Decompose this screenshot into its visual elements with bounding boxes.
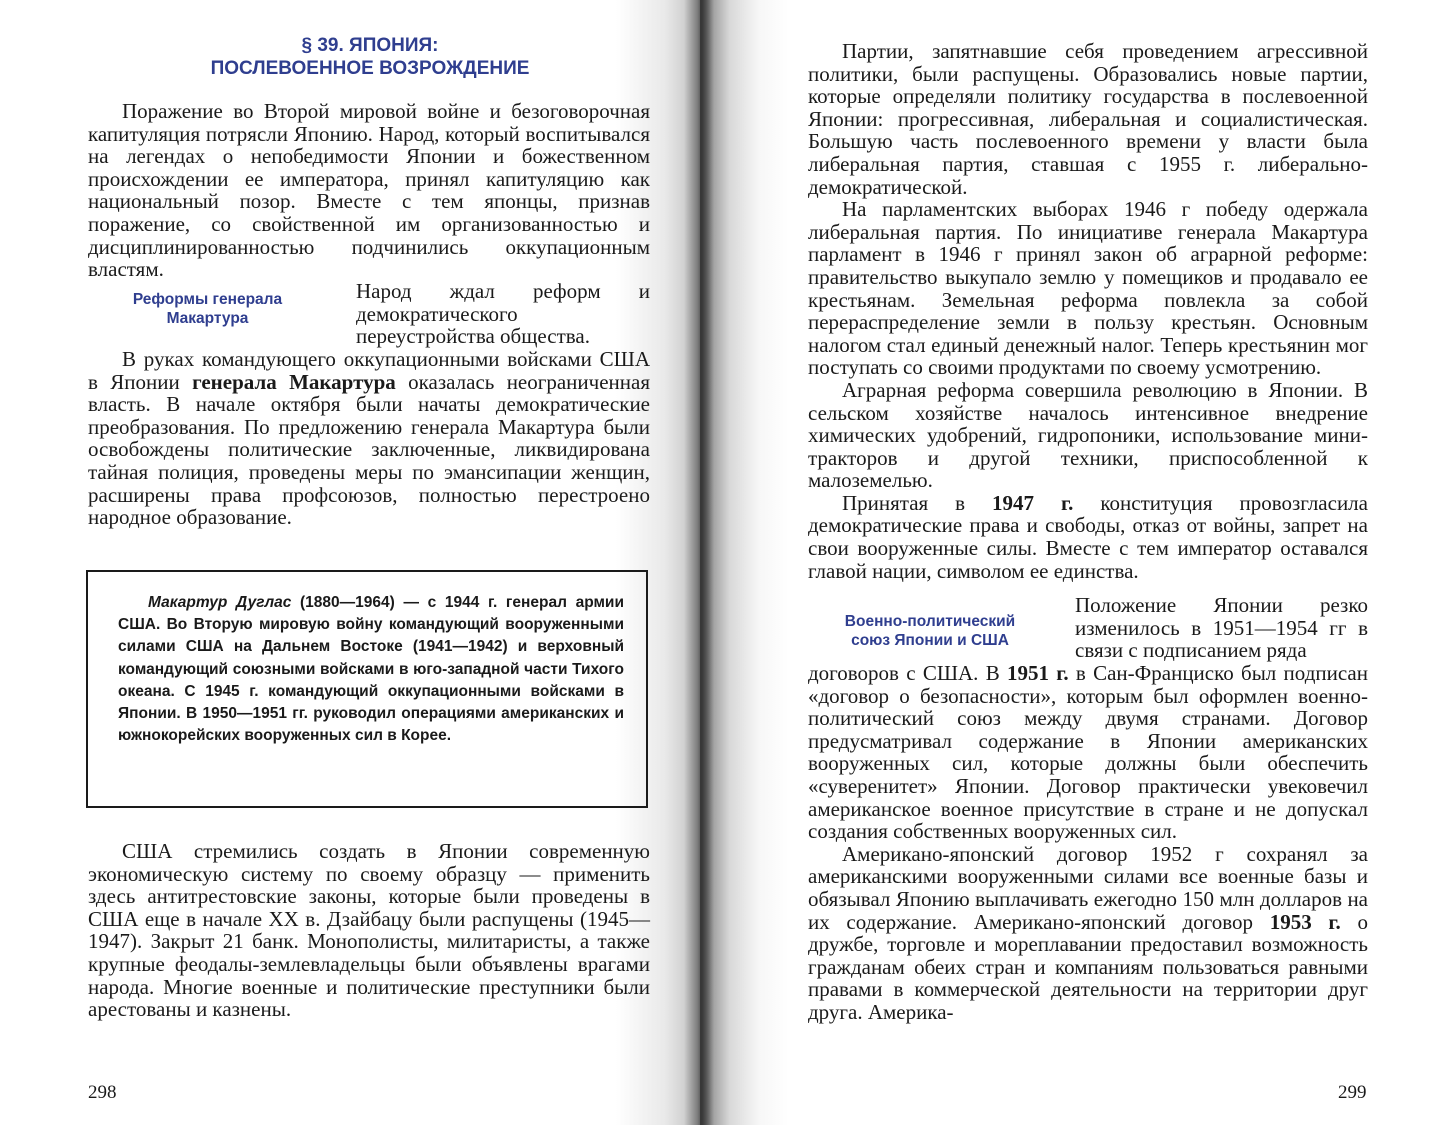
left-paragraph-2-block <box>356 280 650 348</box>
right-paragraph-6 <box>808 843 1368 1024</box>
section-title-line1: § 39. ЯПОНИЯ: <box>301 35 439 56</box>
right-paragraph-1: Партии, запятнавшие себя проведением агрессивной политики, были распущены. Образовались новые партии, которые определяли политику государства в послевоенной Японии: прогрессивная, либеральная и социалистическая. Большую часть послевоенного времени у власти была либеральная партия, ставшая с 1955 г. либерально-демократической. <box>808 39 1368 199</box>
side-heading-line1: Военно-политический <box>844 613 1016 630</box>
right-paragraph-5-wrapped <box>1075 594 1368 662</box>
right-paragraph-4 <box>808 492 1368 582</box>
book-spine-shadow <box>684 0 714 1125</box>
left-paragraph-3-block <box>88 348 650 529</box>
p6-start: Американо-японский договор 1952 г сохранял за американскими вооруженными силами все военные базы и обязывал Японию выплачивать ежегодно 150 млн долларов на их содержание. Американо-японский договор <box>808 841 1368 934</box>
p6-bold-1953: 1953 г. <box>1269 909 1341 934</box>
biography-box <box>86 570 648 808</box>
p4-bold-1947: 1947 г. <box>992 490 1074 515</box>
biography-text <box>118 592 624 747</box>
right-paragraph-5-start: Положение Японии резко изменилось в 1951—1954 гг в связи с подписанием ряда <box>1075 593 1368 663</box>
p4-end: конституция провозгласила демократические права и свободы, отказ от войны, запрет на свои вооруженные силы. Вместе с тем император оставался главой нации, символом ее единства. <box>808 490 1368 583</box>
p3-end: оказалась неограниченная власть. В начале октября были начаты демократические преобразования. По предложению генерала Макартура были освобождены политические заключенные, ликвидирована тайная полиция, проведены меры по эмансипации женщин, расширены права профсоюзов, полностью перестроено народное образование. <box>88 369 650 530</box>
right-paragraph-5-cont <box>808 662 1368 843</box>
left-paragraph-4-block <box>88 840 650 1021</box>
right-paragraph-3: Аграрная реформа совершила революцию в Японии. В сельском хозяйстве началось интенсивное внедрение химических удобрений, гидропоники, использование мини-тракторов и другой техники, приспособленной к малоземелью. <box>808 377 1368 493</box>
side-heading-military-alliance <box>815 612 1045 650</box>
section-title <box>150 34 590 80</box>
left-paragraph-1-block <box>88 100 650 281</box>
p5-cont-end: в Сан-Франциско был подписан «договор о безопасности», которым был оформлен военно-политический союз между двумя странами. Договор предусматривал содержание в Японии американских вооруженных сил, которые должны были обеспечить «суверенитет» Японии. Договор практически увековечил американское военное присутствие в стране и не допускал создания собственных вооруженных сил. <box>808 661 1368 844</box>
side-heading-line2: Макартура <box>166 310 249 327</box>
side-heading-line2: союз Японии и США <box>851 632 1009 649</box>
left-paragraph-3 <box>88 348 650 529</box>
page-number-right: 299 <box>1338 1082 1367 1103</box>
section-title-line2: ПОСЛЕВОЕННОЕ ВОЗРОЖДЕНИЕ <box>210 58 530 79</box>
left-paragraph-2: Народ ждал реформ и демократического переустройства общества. <box>356 279 650 349</box>
left-paragraph-4: США стремились создать в Японии современную экономическую систему по своему образцу — применить здесь антитрестовские законы, которые были проведены в США еще в начале XX в. Дзайбацу были распущены (1945—1947). Закрыт 21 банк. Монополисты, милитаристы, а также крупные феодалы-землевладельцы были объявлены врагами народа. Многие военные и политические преступники были арестованы и казнены. <box>88 839 650 1022</box>
p3-bold-macarthur: генерала Макартура <box>192 369 396 394</box>
page-number-left: 298 <box>88 1082 117 1103</box>
p5-bold-1951: 1951 г. <box>1006 661 1069 685</box>
right-paragraphs-bottom <box>808 662 1368 1024</box>
p5-cont-start: договоров с США. В <box>808 661 1007 685</box>
side-heading-line1: Реформы генерала <box>132 291 283 308</box>
left-paragraph-1: Поражение во Второй мировой войне и безоговорочная капитуляция потрясли Японию. Народ, который воспитывался на легендах о непобедимости Японии и божественном происхождении ее императора, принял капитуляцию как национальный позор. Вместе с тем японцы, признав поражение, со свойственной им организованностью и дисциплинированностью подчинились оккупационным властям. <box>88 99 650 282</box>
p6-end: о дружбе, торговле и мореплавании предоставил возможность гражданам обеих стран и компаниям пользоваться равными правами в коммерческой деятельности на территории друг друга. Америка- <box>808 909 1368 1024</box>
p4-start: Принятая в <box>842 490 993 515</box>
bio-name: Макартур Дуглас <box>148 594 292 611</box>
right-paragraphs-top <box>808 40 1368 582</box>
bio-rest: (1880—1964) — с 1944 г. генерал армии США. Во Вторую мировую войну командующий вооруженными силами США на Дальнем Востоке (1941—1942) и верховный командующий союзными войсками в юго-западной части Тихого океана. С 1945 г. командующий оккупационными войсками в Японии. В 1950—1951 гг. руководил операциями американских и южнокорейских вооруженных сил в Корее. <box>118 594 624 745</box>
side-heading-macarthur-reforms <box>100 290 315 328</box>
p3-start: В руках командующего оккупационными войсками США в Японии <box>88 347 650 394</box>
right-paragraph-2: На парламентских выборах 1946 г победу одержала либеральная партия. По инициативе генерала Макартура парламент в 1946 г принял закон об аграрной реформе: правительство выкупало землю у помещиков и продавало ее крестьянам. Земельная реформа повлекла за собой перераспределение земли в пользу крестьян. Основным налогом стал единый денежный налог. Теперь крестьянин мог поступать со своими продуктами по своему усмотрению. <box>808 197 1368 380</box>
